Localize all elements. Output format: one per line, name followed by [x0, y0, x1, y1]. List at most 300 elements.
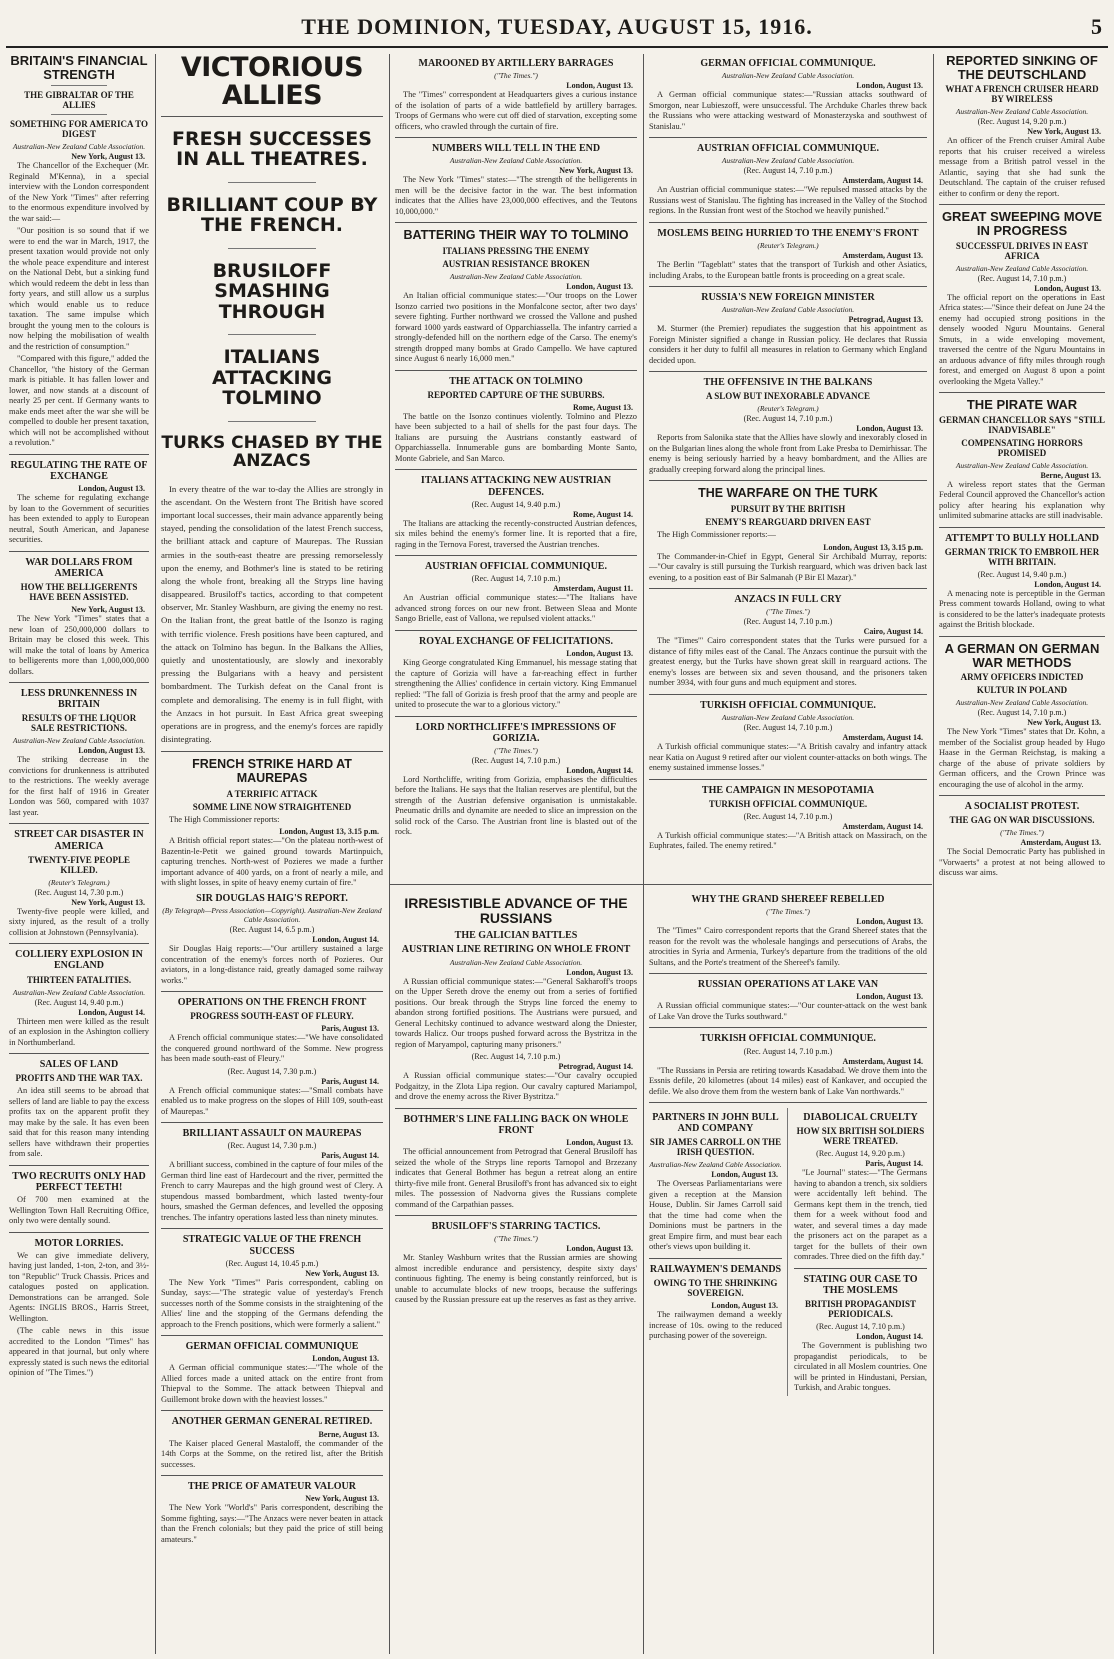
- divider: [161, 1228, 383, 1229]
- body-text: A Russian official communique states:—"General Sakharoff's troops on the Upper Sereth drove the enemy out from a series of fortified positions. Our break through the Stryps line forced the enemy to abandon strong fortified positions. The Austrians were pursued, and General Lechitsky continued to advance westward along the Dniester, towards Halicz. Our troops pushed forward across the Bystritza in the region of Maryampol, capturing many prisoners.": [395, 976, 637, 1049]
- deck-headline: TURKS CHASED BY THE ANZACS: [161, 432, 383, 472]
- divider: [649, 1258, 782, 1259]
- article-exchange: [9, 460, 149, 546]
- divider: [395, 370, 637, 371]
- headline: LESS DRUNKENNESS IN BRITAIN: [20, 688, 138, 711]
- headline: WAR DOLLARS FROM AMERICA: [25, 556, 133, 579]
- headline: THE WARFARE ON THE TURK: [698, 486, 878, 501]
- dateline: London, August 13.: [566, 81, 633, 91]
- divider: [395, 1215, 637, 1216]
- divider: [9, 823, 149, 824]
- headline: LORD NORTHCLIFFE'S IMPRESSIONS OF GORIZIA.: [415, 721, 617, 744]
- deck-headline: BRILLIANT COUP BY THE FRENCH.: [166, 193, 378, 237]
- article-warfare-turk: [649, 487, 927, 583]
- headline: GERMAN OFFICIAL COMMUNIQUE: [185, 1341, 359, 1353]
- source-line: ("The Times."): [494, 745, 538, 755]
- divider: [649, 1027, 927, 1028]
- article-anzacs: [649, 594, 927, 689]
- article-sweeping-move: [939, 210, 1105, 387]
- article-bully-holland: [939, 533, 1105, 631]
- headline-russians: IRRESISTIBLE ADVANCE OF THE RUSSIANS: [404, 895, 628, 927]
- divider: [228, 248, 317, 249]
- subheadline: REPORTED CAPTURE OF THE SUBURBS.: [427, 389, 605, 400]
- headline: BOTHMER'S LINE FALLING BACK ON WHOLE FRONT: [403, 1113, 629, 1136]
- article-german-communique: [161, 1341, 383, 1405]
- body-text: The railwaymen demand a weekly increase of 10s. owing to the reduced purchasing power of the sovereign.: [649, 1310, 782, 1341]
- divider: [794, 1268, 927, 1269]
- received-time: (Rec. August 14, 6.5 p.m.): [229, 925, 315, 934]
- received-time: (Rec. August 14, 7.10 p.m.): [471, 1052, 561, 1062]
- headline: BRILLIANT ASSAULT ON MAUREPAS: [182, 1128, 362, 1140]
- source-line: Australian-New Zealand Cable Association.: [955, 263, 1089, 273]
- dateline: London, August 13.: [312, 1354, 379, 1364]
- subheadline: SOMETHING FOR AMERICA TO DIGEST: [10, 119, 148, 140]
- source-line: (Reuter's Telegram.): [757, 241, 819, 251]
- article-french-front: [161, 997, 383, 1117]
- subheadline: TURKISH OFFICIAL COMMUNIQUE.: [708, 798, 868, 809]
- divider: [9, 1165, 149, 1166]
- summary-text: In every theatre of the war to-day the Allies are strongly in the ascendant. On the Western front The British have scored important local successes, their main advance apparently being stayed, pending the consolidation of the latest French success, the brilliant attack and capture of Maurepas. The Russian armies in the south-east theatre are pressing remorselessly upon the enemy, and Bothmer's line is stated to be retiring along the whole front, breaking all the Stryps line having disappeared. Brusiloff's tactics, according to that competent observer, Mr. Stanley Washburn, are giving the enemy no rest. On the Italian front, the great battle of the Isonzo is raging with terrific violence. Fresh positions have been captured, and the attack on Tolmino has begun. In the Balkans the Allies, quietly and unostentatiously, are slowly and inexorably pressing the Bulgarians with a heavy and persistent bombardment. The Turkish defeat on the Canal front is complete and demoralising. The enemy is in full flight, with the Anzacs in hot pursuit. In East Africa great sweeping operations are in progress, and the enemy's forces are rapidly disintegrating.: [161, 483, 383, 745]
- received-time: (Rec. August 14, 7.10 p.m.): [743, 414, 833, 424]
- source-line: ("The Times."): [766, 607, 810, 617]
- body-text: "Our position is so sound that if we were to end the war in March, 1917, the present taxation would provide not only the whole peace expenditure and interest on the National Debt, but a sinking fund which would redeem the debt in less than forty years, and still allow us a surplus which would enable us to reduce taxation. The same impulse which brought the young men to the colours is now helping the mobilisation of wealth and the restriction of consumption.": [9, 226, 149, 351]
- body-text: Lord Northcliffe, writing from Gorizia, emphasises the difficulties before the Italians. He says that the Italian reserves are plentiful, but the strength of the Austrian defensive organisation is unmistakable. Pneumatic drills and dynamite are needed to slice an impression on the solid rock of the Carso. The Austrian front line is blasted out of the rock.: [395, 774, 637, 837]
- body-text: The New York "Times" states that a new loan of 250,000,000 dollars to Britain may be closed this week. This will make the total of loans by America to belligerents more than 1,000,000,000 dollars.: [9, 614, 149, 676]
- divider: [395, 555, 637, 556]
- received-time: (Rec. August 14, 7.10 p.m.): [977, 708, 1067, 718]
- dateline: London, August 14.: [1034, 579, 1101, 589]
- dateline: Amsterdam, August 14.: [842, 1056, 923, 1066]
- article-pirate-war: [939, 398, 1105, 522]
- dateline: London, August 13.: [566, 1244, 633, 1254]
- headline: AUSTRIAN OFFICIAL COMMUNIQUE.: [697, 143, 879, 155]
- article-maurepas: [161, 758, 383, 889]
- dateline: London, August 13.: [78, 746, 145, 756]
- divider: [395, 222, 637, 223]
- article-moslems: [649, 228, 927, 281]
- article-amateur-valour: [161, 1481, 383, 1545]
- source-line: Australian-New Zealand Cable Association.: [449, 957, 583, 967]
- headline: BATTERING THEIR WAY TO TOLMINO: [403, 228, 629, 243]
- divider: [939, 527, 1105, 528]
- body-text: The Berlin "Tageblatt" states that the transport of Turkish and other Asiatics, including Arabs, to the European battle fronts is proceeding on a great scale.: [649, 260, 927, 280]
- article-marooned: [395, 58, 637, 132]
- headline: RUSSIA'S NEW FOREIGN MINISTER: [701, 292, 875, 304]
- divider: [9, 551, 149, 552]
- body-text: The New York "World's" Paris correspondent, describing the Somme fighting, says:—"The Anzacs were never beaten in attack than the French colonials; but they paid the price of still being amateurs.": [161, 1503, 383, 1544]
- received-time: (Rec. August 14, 7.30 p.m.): [227, 1141, 317, 1151]
- body-text: The High Commissioner reports:—: [657, 530, 776, 540]
- body-text: A French official communique states:—"We have consolidated the conquered ground northward of the Somme. New progress has been made south-east of Fleury.": [161, 1033, 383, 1064]
- headline: ROYAL EXCHANGE OF FELICITATIONS.: [419, 635, 613, 647]
- body-text: The Government is publishing two propagandist periodicals, to be circulated in all Moslem countries. One will be printed in Hindustani, Persian, Turkish, and Arabic tongues.: [794, 1341, 927, 1393]
- source-line: Australian-New Zealand Cable Association.: [721, 305, 855, 315]
- headline: MAROONED BY ARTILLERY BARRAGES: [418, 58, 614, 69]
- article-northcliffe: [395, 722, 637, 838]
- body-text: Reports from Salonika state that the Allies have slowly and inexorably closed in on the Bulgarian lines along the whole front from Lake Presba to Demirhissar. The enemy is being seriously harried by a heavy bombardment, and the Allies are gradually creeping forward along the principal lines.: [649, 433, 927, 474]
- subheadline: AUSTRIAN LINE RETIRING ON WHOLE FRONT: [401, 943, 631, 955]
- newspaper-title: THE DOMINION, TUESDAY, AUGUST 15, 1916.: [301, 14, 813, 39]
- divider: [395, 469, 637, 470]
- body-text: A brilliant success, combined in the capture of four miles of the German third line east of Hardecourt and the river, permitted the French to carry Maurepas and the high ground west of Clery. A stupendous massed bombardment, which lasted twenty-four hours, smashed the German defences, and levelled the opposing trenches. The infantry operations lasted less than ninety minutes.: [161, 1160, 383, 1222]
- dateline: London, August 13.: [566, 649, 633, 659]
- body-text: The striking decrease in the convictions for drunkenness is attributed to the restrictions. The weekly average for the first half of 1916 in Greater London was 560, compared with 1037 last year.: [9, 755, 149, 817]
- body-text: An Italian official communique states:—"Our troops on the Lower Isonzo carried two positions in the Monfalcone sector, after two days' severe fighting. Further northward we crossed the Vallone and pushed forward 1000 yards eastward of Opparchiassella. The infantry carried a strongly-defended hill on the northern edge of the Carso. The enemy's strength dropped many bombs at Grado Campello. We have captured since August 6 nearly 16,000 men.": [395, 291, 637, 364]
- page-number: 5: [1091, 14, 1102, 39]
- divider: [161, 1410, 383, 1411]
- headline: GREAT SWEEPING MOVE IN PROGRESS: [941, 209, 1103, 238]
- dateline: London, August 13.: [856, 992, 923, 1002]
- dateline: Amsterdam, August 13.: [842, 251, 923, 261]
- divider: [395, 137, 637, 138]
- headline: THE ATTACK ON TOLMINO: [449, 375, 583, 387]
- dateline: London, August 13.: [78, 484, 145, 494]
- column-5: [934, 54, 1110, 1654]
- body-text: An officer of the French cruiser Amiral Aube reports that his cruiser received a wireless message from a British patrol vessel in the Atlantic, saying that she had sunk the Deutschland. The captain of the cruiser refused either to confirm or deny the report.: [939, 136, 1105, 198]
- subheadline: HOW THE BELLIGERENTS HAVE BEEN ASSISTED.: [20, 582, 138, 603]
- divider: [649, 694, 927, 695]
- column-4-lower: [644, 890, 932, 1654]
- headline: COLLIERY EXPLOSION IN ENGLAND: [15, 949, 143, 972]
- dateline: Amsterdam, August 11.: [552, 584, 633, 594]
- body-text: A wireless report states that the German Federal Council approved the Chancellor's action policy after hearing his explanation why unlimited submarine attacks are still inadvisable.: [939, 479, 1105, 521]
- received-time: (Rec. August 14, 7.10 p.m.): [471, 574, 561, 584]
- article-balkans: [649, 377, 927, 475]
- divider: [161, 991, 383, 992]
- body-text: Sir Douglas Haig reports:—"Our artillery sustained a large concentration of the enemy's forces north of Pozieres. Our aviators, in a long-distance raid, greatly damaged some railway works.": [161, 944, 383, 985]
- divider: [9, 1053, 149, 1054]
- received-time: (Rec. August 14, 7.10 p.m.): [471, 755, 561, 765]
- source-line: Australian-New Zealand Cable Association.: [955, 107, 1089, 117]
- dateline: London, August 13.: [856, 424, 923, 434]
- subcolumn-left: [649, 1108, 788, 1396]
- dateline: London, August 13.: [711, 1301, 778, 1311]
- dateline: Rome, August 13.: [572, 402, 633, 412]
- divider: [395, 1108, 637, 1109]
- article-german-official: [649, 58, 927, 132]
- article-strategic-value: [161, 1234, 383, 1330]
- dateline: London, August 13.: [1034, 283, 1101, 293]
- headline: ITALIANS ATTACKING NEW AUSTRIAN DEFENCES.: [420, 475, 612, 498]
- dateline: Rome, August 14.: [572, 509, 633, 519]
- received-time: (Rec. August 14, 7.10 p.m.): [743, 1046, 833, 1056]
- dateline: London, August 13.: [566, 967, 633, 977]
- dateline: Berne, August 13.: [1040, 470, 1101, 480]
- body-text: A German official communique states:—"The whole of the Allied forces made a united attack on the entire front from Thiepval to the Somme. The attack between Thiepval and Guillemont broke down with the heaviest losses.": [161, 1363, 383, 1404]
- headline: THE CAMPAIGN IN MESOPOTAMIA: [701, 784, 875, 796]
- received-time: (Rec. August 14, 7.30 p.m.): [227, 1066, 317, 1076]
- dateline: London, August 13.: [856, 917, 923, 927]
- dateline: London, August 13.: [711, 1170, 778, 1180]
- body-text: Twenty-five people were killed, and sixty injured, as the result of a trolly collision at Johnstown (Pennsylvania).: [9, 906, 149, 937]
- subheadline: GERMAN TRICK TO EMBROIL HER WITH BRITAIN.: [944, 546, 1100, 567]
- headline: MOSLEMS BEING HURRIED TO THE ENEMY'S FRONT: [657, 227, 919, 239]
- article-deutschland: [939, 54, 1105, 199]
- headline: SALES OF LAND: [39, 1059, 119, 1071]
- subheadline: SIR JAMES CARROLL ON THE IRISH QUESTION.: [649, 1137, 782, 1158]
- divider: [649, 480, 927, 481]
- subheadline: THE GALICIAN BATTLES: [454, 929, 578, 941]
- source-line: ("The Times."): [494, 71, 538, 81]
- article-numbers: [395, 143, 637, 217]
- subheadline: HOW SIX BRITISH SOLDIERS WERE TREATED.: [796, 1126, 925, 1147]
- headline: WHY THE GRAND SHEREEF REBELLED: [691, 894, 885, 905]
- dateline: London, August 13.: [566, 1138, 633, 1148]
- source-line: Australian-New Zealand Cable Association.: [721, 156, 855, 166]
- divider: [9, 1232, 149, 1233]
- source-line: Australian-New Zealand Cable Association.: [721, 713, 855, 723]
- dateline: London, August 14.: [566, 765, 633, 775]
- headline: A GERMAN ON GERMAN WAR METHODS: [944, 640, 1100, 670]
- editorial-note: (The cable news in this issue accredited to the London "Times" has appeared in that journal, but only where expressly stated is such news the editorial opinion of "The Times."): [9, 1326, 150, 1378]
- body-text: The "Times'" Cairo correspondent reports that the Grand Shereef states that the reason for the revolt was the wholesale hangings and persecutions of Arabs, the atrocities in Syria and Armenia, Turkey's departure from the traditions of the old Sultans, and the Porte's treatment of the Shereef's family.: [649, 926, 927, 967]
- body-text: We can give immediate delivery, having just landed, 1-ton, 2-ton, and 3½-ton "Republic" Truck Chassis. Prices and catalogues posted on application. Demonstrations can be arranged. Sole Agents: INGLIS BROS., Harris Street, Wellington.: [9, 1250, 149, 1323]
- body-text: "Le Journal" states:—"The Germans having to abandon a trench, six soldiers were accidentally left behind. The Germans kept them in the trench, tied them for a week without food and water, and several times a day made the prisoners act on the parapet as a target for the bullets of their own comrades. Three died on the fifth day.": [794, 1168, 927, 1262]
- divider: [939, 204, 1105, 205]
- divider: [649, 779, 927, 780]
- column-1: [4, 54, 154, 1654]
- dateline: London, August 13, 3.15 p.m.: [823, 542, 923, 552]
- received-time: (Rec. August 14, 9.20 p.m.): [977, 117, 1067, 127]
- dateline: Berne, August 13.: [318, 1429, 379, 1439]
- divider: [161, 1335, 383, 1336]
- dateline: New York, August 13.: [71, 152, 145, 162]
- two-column-block: [649, 1108, 927, 1396]
- body-text: A menacing note is perceptible in the German Press comment towards Holland, owing to what is considered to be the latter's inadequate protests against the British blockade.: [939, 588, 1105, 630]
- article-mesopotamia: [649, 785, 927, 852]
- divider: [51, 85, 107, 86]
- divider: [939, 795, 1105, 796]
- received-time: (Rec. August 14, 9.40 p.m.): [34, 997, 124, 1007]
- divider: [649, 371, 927, 372]
- source-line: ("The Times."): [1000, 828, 1044, 838]
- body-text: The "Times'" Cairo correspondent states that the Turks were pursued for a distance of fifty miles east of the Canal. The Anzacs continue the pursuit with the greatest energy, but the Turks have shown great skill in rearguard actions. The enemy's losses are between six and seven thousand, and the prisoners taken number 3934, with four guns and much equipment and stores.: [649, 636, 927, 688]
- dateline: London, August 13.: [566, 282, 633, 292]
- divider: [395, 716, 637, 717]
- headline: GERMAN OFFICIAL COMMUNIQUE.: [700, 58, 876, 69]
- source-line: Australian-New Zealand Cable Association.: [12, 736, 146, 746]
- subheadline: THE GAG ON WAR DISCUSSIONS.: [949, 815, 1095, 826]
- article-war-dollars: [9, 557, 149, 677]
- column-3-lower: [390, 890, 642, 1654]
- column-4: [644, 54, 932, 884]
- body-text: The battle on the Isonzo continues violently. Tolmino and Plezzo have been subjected to a hail of shells for the past four days. The Italians are pursuing the Austrians constantly eastward of Opparchiassella. Innumerable guns are bombarding Monte Santo, Monte Gabriele, and San Marco.: [395, 411, 637, 463]
- headline: NUMBERS WILL TELL IN THE END: [431, 143, 601, 155]
- body-text: A Russian official communique states:—"Our cavalry occupied Podgaitzy, in the Zlota Lipa region. Our cavalry captured Mariampol, and drove the enemy across the River Bystritza.": [395, 1071, 637, 1102]
- headline: STREET CAR DISASTER IN AMERICA: [14, 829, 144, 852]
- column-3: [390, 54, 642, 884]
- headline: STATING OUR CASE TO THE MOSLEMS: [803, 1273, 918, 1296]
- dateline: New York, August 13.: [305, 1494, 379, 1504]
- body-text: The High Commissioner reports:: [169, 814, 280, 824]
- dateline: Paris, August 14.: [321, 1151, 379, 1161]
- article-foreign-minister: [649, 292, 927, 366]
- received-time: (Rec. August 14, 9.40 p.m.): [471, 499, 561, 509]
- dateline: Amsterdam, August 14.: [842, 821, 923, 831]
- dateline: New York, August 13.: [559, 166, 633, 176]
- subheadline: PROFITS AND THE WAR TAX.: [15, 1073, 143, 1084]
- subheadline: A SLOW BUT INEXORABLE ADVANCE: [705, 391, 871, 402]
- received-time: (Rec. August 14, 7.10 p.m.): [743, 811, 833, 821]
- body-text: The Italians are attacking the recently-constructed Austrian defences, six miles behind the enemy's former line. It is reported that a fire, raging in the Ternova Forest, traversed the Austrian trenches.: [395, 518, 637, 549]
- source-line: (Reuter's Telegram.): [48, 877, 110, 887]
- article-turkish-official: [649, 700, 927, 774]
- body-text: Mr. Stanley Washburn writes that the Russian armies are showing almost incredible endurance and persistency, despite sixty days' continuous fighting. The enemy is being constantly reinforced, but is unable to accumulate blocks of new troops, because the sufferings caused by the Russian pressure eat up the reserves as fast as they arrive.: [395, 1253, 637, 1305]
- dateline: New York, August 13.: [305, 1268, 379, 1278]
- source-line: Australian-New Zealand Cable Association.: [955, 698, 1089, 708]
- body-text: The Social Democratic Party has published in "Vorwaerts" a protest at not being allowed to discuss war aims.: [939, 847, 1105, 878]
- subheadline: ITALIANS PRESSING THE ENEMY: [442, 246, 590, 257]
- article-austrian-communique: [395, 561, 637, 625]
- article-haig-report: [161, 893, 383, 986]
- dateline: Petrograd, August 13.: [848, 315, 923, 325]
- deck-headline: FRESH SUCCESSES IN ALL THEATRES.: [172, 127, 372, 171]
- headline: TURKISH OFFICIAL COMMUNIQUE.: [700, 1033, 876, 1045]
- dateline: New York, August 13.: [71, 897, 145, 907]
- dateline: London, August 13, 3.15 p.m.: [279, 827, 379, 837]
- headline: THE PIRATE WAR: [966, 397, 1078, 413]
- headline: BRUSILOFF'S STARRING TACTICS.: [431, 1221, 601, 1233]
- body-text: A German official communique states:—"Russian attacks southward of Smorgon, near Lubieszoff, were unsuccessful. The Archduke Charles threw back the Russians who were attacking westward of Monasterzyska and southwest of Stanislau.": [649, 90, 927, 131]
- subheadline: SOMME LINE NOW STRAIGHTENED: [192, 801, 352, 812]
- headline: OPERATIONS ON THE FRENCH FRONT: [177, 997, 367, 1008]
- body-text: The official announcement from Petrograd that General Brusiloff has seized the whole of the Stryps line reports Tarnopol and Brzezany indicates that General Bothmer has begun a retreat along an entire thirty-five mile front. General Brusiloff's front has advanced six to eight miles. The possession of Nadvorna gives the Russians complete command of the Carpathian passes.: [395, 1147, 637, 1209]
- body-text: A Turkish official communique states:—"A British attack on Massirach, on the Euphrates, failed. The enemy retired.": [649, 830, 927, 851]
- source-line: (By Telegraph—Press Association—Copyright). Australian-New Zealand Cable Association.: [162, 906, 382, 924]
- received-time: (Rec. August 14, 7.10 p.m.): [816, 1322, 905, 1332]
- divider: [939, 392, 1105, 393]
- divider: [649, 1102, 927, 1103]
- article-assault-maurepas: [161, 1128, 383, 1223]
- body-text: The "Times" correspondent at Headquarters gives a curious instance of the isolation of parts of a wide battlefield by artillery barrages. Troops of Germans who were cut off died of starvation, excepting some officers, who crawled through the curtain of fire.: [395, 90, 637, 131]
- article-street-car: [9, 829, 149, 938]
- source-line: Australian-New Zealand Cable Association.: [449, 272, 583, 282]
- divider: [9, 454, 149, 455]
- dateline: Paris, August 14.: [321, 1076, 379, 1086]
- article-two-recruits: [9, 1171, 149, 1227]
- body-text: The New York "Times" states:—"The strength of the belligerents in men will be the decisive factor in the war. The best information indicates that the Allies have 23,000,000 effectives, and the Teutons 10,000,000.": [395, 175, 637, 216]
- body-text: An Austrian official communique states:—"The Italians have advanced strong forces on our new front. Between Sleaa and Monte Sango Brielle, east of Vallona, we repulsed violent attacks.": [395, 593, 637, 624]
- body-text: The Overseas Parliamentarians were given a reception at the Mansion House, Dublin. Sir James Carroll said that the time had come when the Dominions must be partners in the great Empire firm, and must bear each other's views upon building it.: [649, 1179, 782, 1252]
- source-line: Australian-New Zealand Cable Association.: [721, 71, 855, 81]
- subheadline: SUCCESSFUL DRIVES IN EAST AFRICA: [955, 240, 1089, 261]
- dateline: London, August 14.: [856, 1332, 923, 1342]
- article-new-defences: [395, 475, 637, 550]
- body-text: "The Russians in Persia are retiring towards Kasadabad. We drove them into the Essnis defile, 20 kilometres (about 14 miles) east of Kankaver, and occupied the defile. We also drove them from the western bank of Lake Van northwards.": [649, 1065, 927, 1096]
- divider: [9, 943, 149, 944]
- headline: THE PRICE OF AMATEUR VALOUR: [188, 1481, 356, 1493]
- article-attack-tolmino: [395, 376, 637, 465]
- source-line: Australian-New Zealand Cable Association.: [649, 1160, 782, 1170]
- divider: [939, 636, 1105, 637]
- dateline: New York, August 13.: [71, 605, 145, 615]
- headline: THE OFFENSIVE IN THE BALKANS: [703, 377, 873, 389]
- article-royal-exchange: [395, 636, 637, 711]
- body-text: The scheme for regulating exchange by loan to the Government of securities has been extended to apply to European neutral, South American, and Japanese securities.: [9, 493, 149, 545]
- advertisement-motor-lorries: [9, 1238, 149, 1379]
- dateline: Cairo, August 14.: [863, 627, 923, 637]
- subheadline: ENEMY'S REARGUARD DRIVEN EAST: [705, 517, 871, 528]
- received-time: (Rec. August 14, 7.10 p.m.): [743, 723, 833, 733]
- article-sales-of-land: [9, 1059, 149, 1160]
- subheadline: COMPENSATING HORRORS PROMISED: [961, 437, 1083, 458]
- masthead: [6, 4, 1108, 48]
- subheadline: THE GIBRALTAR OF THE ALLIES: [24, 90, 134, 111]
- body-text: The New York "Times" states that Dr. Kohn, a member of the Socialist group headed by Hugo Haase in the German Reichstag, is making a charge of the abuse of private soldiers by German officers, and the Crown Prince was encouraging the use of alcohol in the army.: [939, 727, 1105, 789]
- subheadline: AUSTRIAN RESISTANCE BROKEN: [442, 259, 590, 270]
- headline: MOTOR LORRIES.: [34, 1237, 124, 1249]
- article-colliery: [9, 949, 149, 1048]
- dateline: Amsterdam, August 14.: [842, 176, 923, 186]
- received-time: (Rec. August 14, 9.20 p.m.): [816, 1149, 905, 1159]
- divider: [51, 114, 107, 115]
- received-time: (Rec. August 14, 7.30 p.m.): [34, 887, 124, 897]
- article-drunkenness: [9, 688, 149, 818]
- source-line: ("The Times."): [494, 1234, 538, 1244]
- subheadline: PROGRESS SOUTH-EAST OF FLEURY.: [190, 1011, 354, 1022]
- divider: [161, 1475, 383, 1476]
- headline: AUSTRIAN OFFICIAL COMMUNIQUE.: [425, 561, 607, 573]
- source-line: Australian-New Zealand Cable Association.: [12, 987, 146, 997]
- dateline: London, August 14.: [78, 1007, 145, 1017]
- divider: [649, 286, 927, 287]
- divider: [161, 1122, 383, 1123]
- body-text: King George congratulated King Emmanuel, his message stating that the capture of Gorizia will have a far-reaching effect in further strengthening the Allies' confidence in certain victory. King Emmanuel replied: "The fall of Gorizia is fresh proof that the army and people are united to prosecute the war to a glorious victory.": [395, 658, 637, 710]
- headline: RUSSIAN OPERATIONS AT LAKE VAN: [697, 979, 879, 991]
- received-time: (Rec. August 14, 7.10 p.m.): [743, 166, 833, 176]
- body-text: Of 700 men examined at the Wellington Town Hall Recruiting Office, only two were dentally sound.: [9, 1195, 149, 1226]
- divider: [649, 588, 927, 589]
- headline: DIABOLICAL CRUELTY: [803, 1112, 918, 1124]
- divider: [161, 116, 383, 117]
- headline: SIR DOUGLAS HAIG'S REPORT.: [196, 892, 348, 904]
- article-socialist-protest: [939, 801, 1105, 879]
- headline: BRITAIN'S FINANCIAL STRENGTH: [10, 54, 148, 82]
- dateline: London, August 14.: [312, 935, 379, 944]
- body-text: An Austrian official communique states:—"We repulsed massed attacks by the Russians west of Stanislau. The fighting has increased in the Valley of the Stochod regions. In the Russian front west of the Stochod we heavily punished.": [649, 185, 927, 216]
- subcolumn-right: [794, 1108, 927, 1396]
- headline: ATTEMPT TO BULLY HOLLAND: [945, 532, 1099, 544]
- deck-headline: ITALIANS ATTACKING TOLMINO: [211, 346, 333, 410]
- headline: REGULATING THE RATE OF EXCHANGE: [10, 459, 148, 482]
- subheadline: ARMY OFFICERS INDICTED: [960, 672, 1084, 683]
- deck-headline: BRUSILOFF SMASHING THROUGH: [212, 259, 332, 323]
- source-line: Australian-New Zealand Cable Association.: [955, 460, 1089, 470]
- dateline: Paris, August 13.: [321, 1024, 379, 1034]
- headline: PARTNERS IN JOHN BULL AND COMPANY: [652, 1112, 779, 1135]
- body-text: The official report on the operations in East Africa states:—"Since their defeat on June 24 the enemy had occupied strong positions in the densely wooded Nguru Mountains. General Smuts, in a wide enveloping movement, traversed the centre of the Nguru Mountains in an arduous advance of fifty miles through rough forest, and emerged on August 8 upon a point overlooking the Mgeta Valley.": [939, 292, 1105, 386]
- body-text: An idea still seems to be abroad that sellers of land are liable to pay the excess profits tax on the apparent profit they may make by the sale. It has even been said that for this reason many intending sellers have withdrawn their properties from sale.: [9, 1086, 149, 1159]
- received-time: (Rec. August 14, 9.40 p.m.): [977, 569, 1067, 579]
- body-text: "Compared with this figure," added the Chancellor, "the history of the German mark is pitiable. It has fallen lower and lower, and now stands at a discount of nearly 25 per cent. If Germany wants to make ends meet after the war she will be compelled to double her present taxation, which will not be accomplished without a revolution.": [9, 354, 149, 448]
- dateline: Petrograd, August 14.: [558, 1062, 633, 1072]
- divider: [649, 222, 927, 223]
- article-tolmino: [395, 229, 637, 364]
- headline: REPORTED SINKING OF THE DEUTSCHLAND: [946, 54, 1098, 82]
- divider: [395, 630, 637, 631]
- subheadline: A TERRIFIC ATTACK: [226, 788, 318, 799]
- body-text: A Turkish official communique states:—"A British cavalry and infantry attack near Katia on August 9 retired after our violent counter-attacks on both wings. The enemy sustained immense losses.": [649, 742, 927, 773]
- dateline: New York, August 13.: [1027, 718, 1101, 728]
- headline: ANZACS IN FULL CRY: [734, 594, 842, 606]
- subheadline: GERMAN CHANCELLOR SAYS "STILL INADVISABLE": [939, 414, 1105, 435]
- received-time: (Rec. August 14, 7.10 p.m.): [743, 617, 833, 627]
- divider: [228, 334, 317, 335]
- article-austrian-official: [649, 143, 927, 217]
- body-text: Thirteen men were killed as the result of an explosion in the Ashington colliery in Northumberland.: [9, 1016, 149, 1047]
- section-rule: [390, 884, 932, 885]
- divider: [228, 421, 317, 422]
